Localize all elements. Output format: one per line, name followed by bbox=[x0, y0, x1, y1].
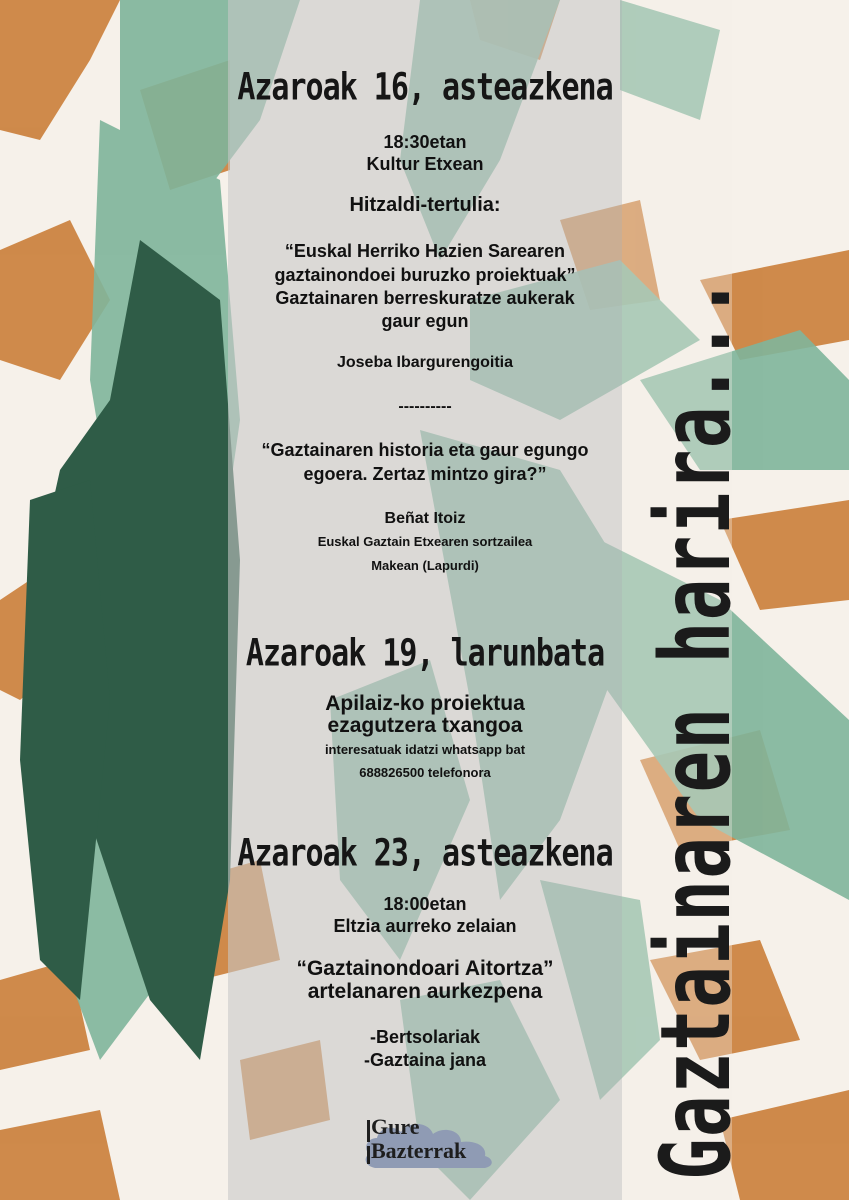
event1-type: Hitzaldi-tertulia: bbox=[349, 194, 501, 216]
event1-place: Kultur Etxean bbox=[366, 154, 484, 174]
event3-line1: “Gaztainondoari Aitortza” bbox=[296, 957, 554, 980]
event1-talk1-line2: gaztainondoei buruzko proiektuak” bbox=[274, 265, 576, 285]
event2-date: Azaroak 19, larunbata bbox=[245, 631, 605, 676]
event2-note1: interesatuak idatzi whatsapp bat bbox=[324, 742, 526, 757]
logo-line1: Gure bbox=[371, 1114, 420, 1139]
event1-speaker2-place: Makean (Lapurdi) bbox=[371, 558, 479, 573]
event3-item1: -Bertsolariak bbox=[369, 1027, 481, 1047]
event3-date: Azaroak 23, asteazkena bbox=[237, 831, 613, 876]
event3-time: 18:00etan bbox=[383, 894, 467, 914]
event3-place: Eltzia aurreko zelaian bbox=[333, 916, 517, 936]
logo-line2: Bazterrak bbox=[371, 1138, 467, 1163]
event2-line2: ezagutzera txangoa bbox=[327, 714, 523, 737]
event1-speaker1: Joseba Ibargurengoitia bbox=[336, 354, 514, 371]
event2-line1: Apilaiz-ko proiektua bbox=[325, 692, 525, 715]
event1-talk1-line4: gaur egun bbox=[381, 311, 469, 331]
vertical-title: Gaztainaren harira... bbox=[640, 275, 752, 1180]
event1-talk2-line2: egoera. Zertaz mintzo gira?” bbox=[303, 464, 547, 484]
event1-speaker2: Beñat Itoiz bbox=[384, 510, 466, 527]
event1-date: Azaroak 16, asteazkena bbox=[237, 65, 613, 110]
event1-separator: ---------- bbox=[398, 398, 452, 415]
event1-talk1-line1: “Euskal Herriko Hazien Sarearen bbox=[284, 241, 566, 261]
gure-bazterrak-logo bbox=[363, 1110, 513, 1170]
event1-talk2-line1: “Gaztainaren historia eta gaur egungo bbox=[261, 440, 589, 460]
event1-time: 18:30etan bbox=[383, 132, 467, 152]
event1-talk1-line3: Gaztainaren berreskuratze aukerak bbox=[275, 288, 575, 308]
event3-item2: -Gaztaina jana bbox=[363, 1050, 487, 1070]
event1-speaker2-role: Euskal Gaztain Etxearen sortzailea bbox=[317, 534, 533, 549]
event-list bbox=[228, 0, 622, 1200]
event2-note2: 688826500 telefonora bbox=[359, 765, 491, 780]
event3-line2: artelanaren aurkezpena bbox=[307, 980, 543, 1003]
